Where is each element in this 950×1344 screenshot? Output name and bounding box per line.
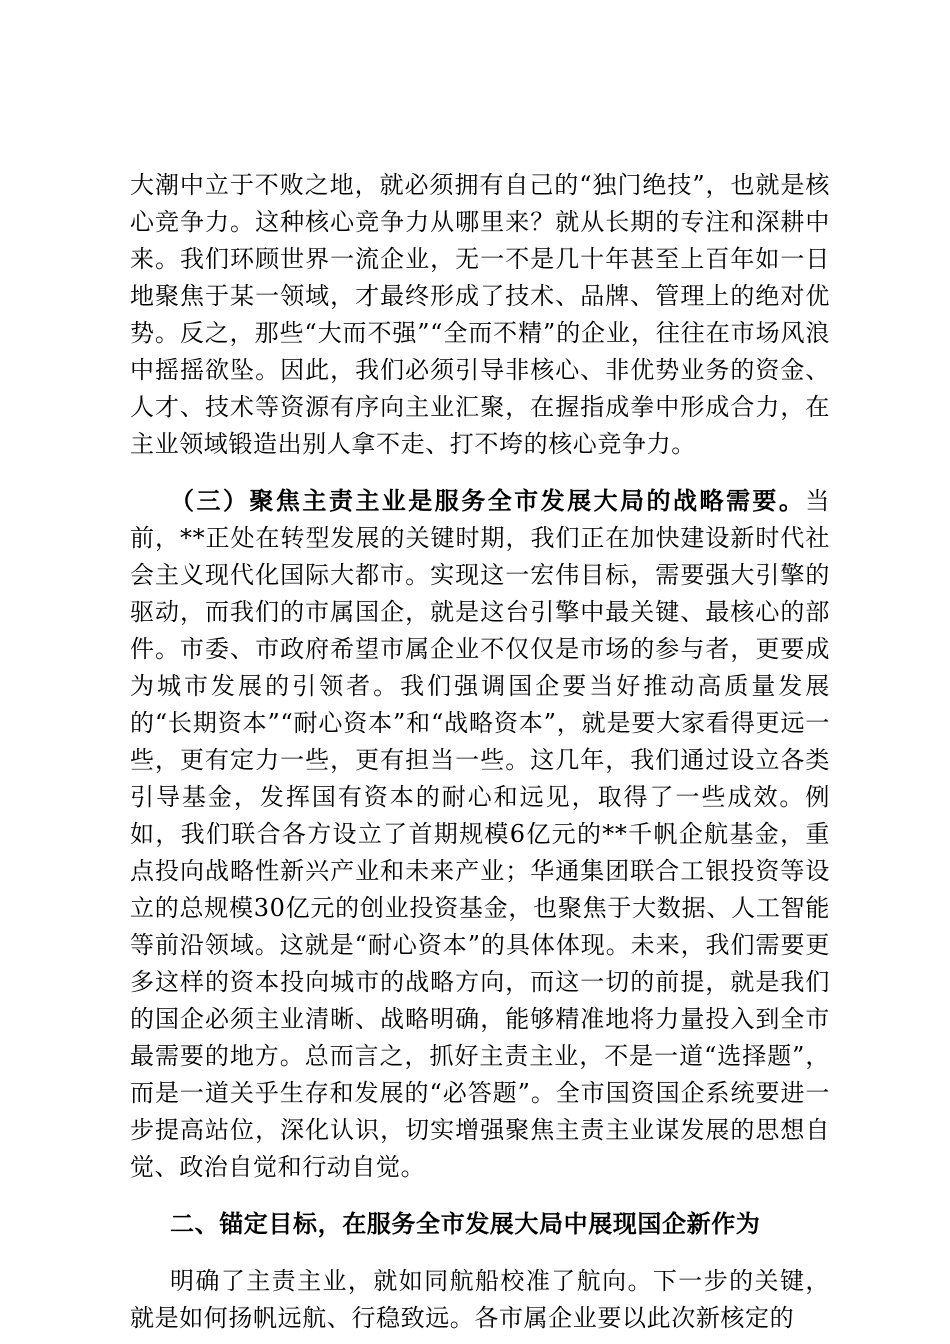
document-page (130, 167, 830, 1337)
section-heading-2: 二、锚定目标，在服务全市发展大局中展现国企新作为 (170, 1210, 761, 1238)
body-paragraph-1: 大潮中立于不败之地，就必须拥有自己的“独门绝技”，也就是核心竞争力。这种核心竞争力从哪里来？就从长期的专注和深耕中来。我们环顾世界一流企业，无一不是几十年甚至上百年如一日地聚焦于某一领域，才最终形成了技术、品牌、管理上的绝对优势。反之，那些“大而不强”“全而不精”的企业，往往在市场风浪中摇摇欲坠。因此，我们必须引导非核心、非优势业务的资金、人才、技术等资源有序向主业汇聚，在握指成拳中形成合力，在主业领域锻造出别人拿不走、打不垮的核心竞争力。 (130, 171, 830, 458)
body-paragraph-3: 明确了主责主业，就如同航船校准了航向。下一步的关键，就是如何扬帆远航、行稳致远。各市属企业要以此次新核定的 (130, 1267, 830, 1332)
section-3-lead-heading: （三）聚焦主责主业是服务全市发展大局的战略需要。 (170, 487, 806, 515)
section-3-body-text: 当前，**正处在转型发展的关键时期，我们正在加快建设新时代社会主义现代化国际大都市。实现这一宏伟目标，需要强大引擎的驱动，而我们的市属国企，就是这台引擎中最关键、最核心的部件。市委、市政府希望市属企业不仅仅是市场的参与者，更要成为城市发展的引领者。我们强调国企要当好推动高质量发展的“长期资本”“耐心资本”和“战略资本”，就是要大家看得更远一些，更有定力一些，更有担当一些。这几年，我们通过设立各类引导基金，发挥国有资本的耐心和远见，取得了一些成效。例如，我们联合各方设立了首期规模6亿元的**千帆企航基金，重点投向战略性新兴产业和未来产业；华通集团联合工银投资等设立的总规模30亿元的创业投资基金，也聚焦于大数据、人工智能等前沿领域。这就是“耐心资本”的具体体现。未来，我们需要更多这样的资本投向城市的战略方向，而这一切的前提，就是我们的国企必须主业清晰、战略明确，能够精准地将力量投入到全市最需要的地方。总而言之，抓好主责主业，不是一道“选择题”，而是一道关乎生存和发展的“必答题”。全市国资国企系统要进一步提高站位，深化认识，切实增强聚焦主责主业谋发展的思想自觉、政治自觉和行动自觉。 (130, 487, 830, 1181)
body-paragraph-2 (130, 483, 830, 1186)
